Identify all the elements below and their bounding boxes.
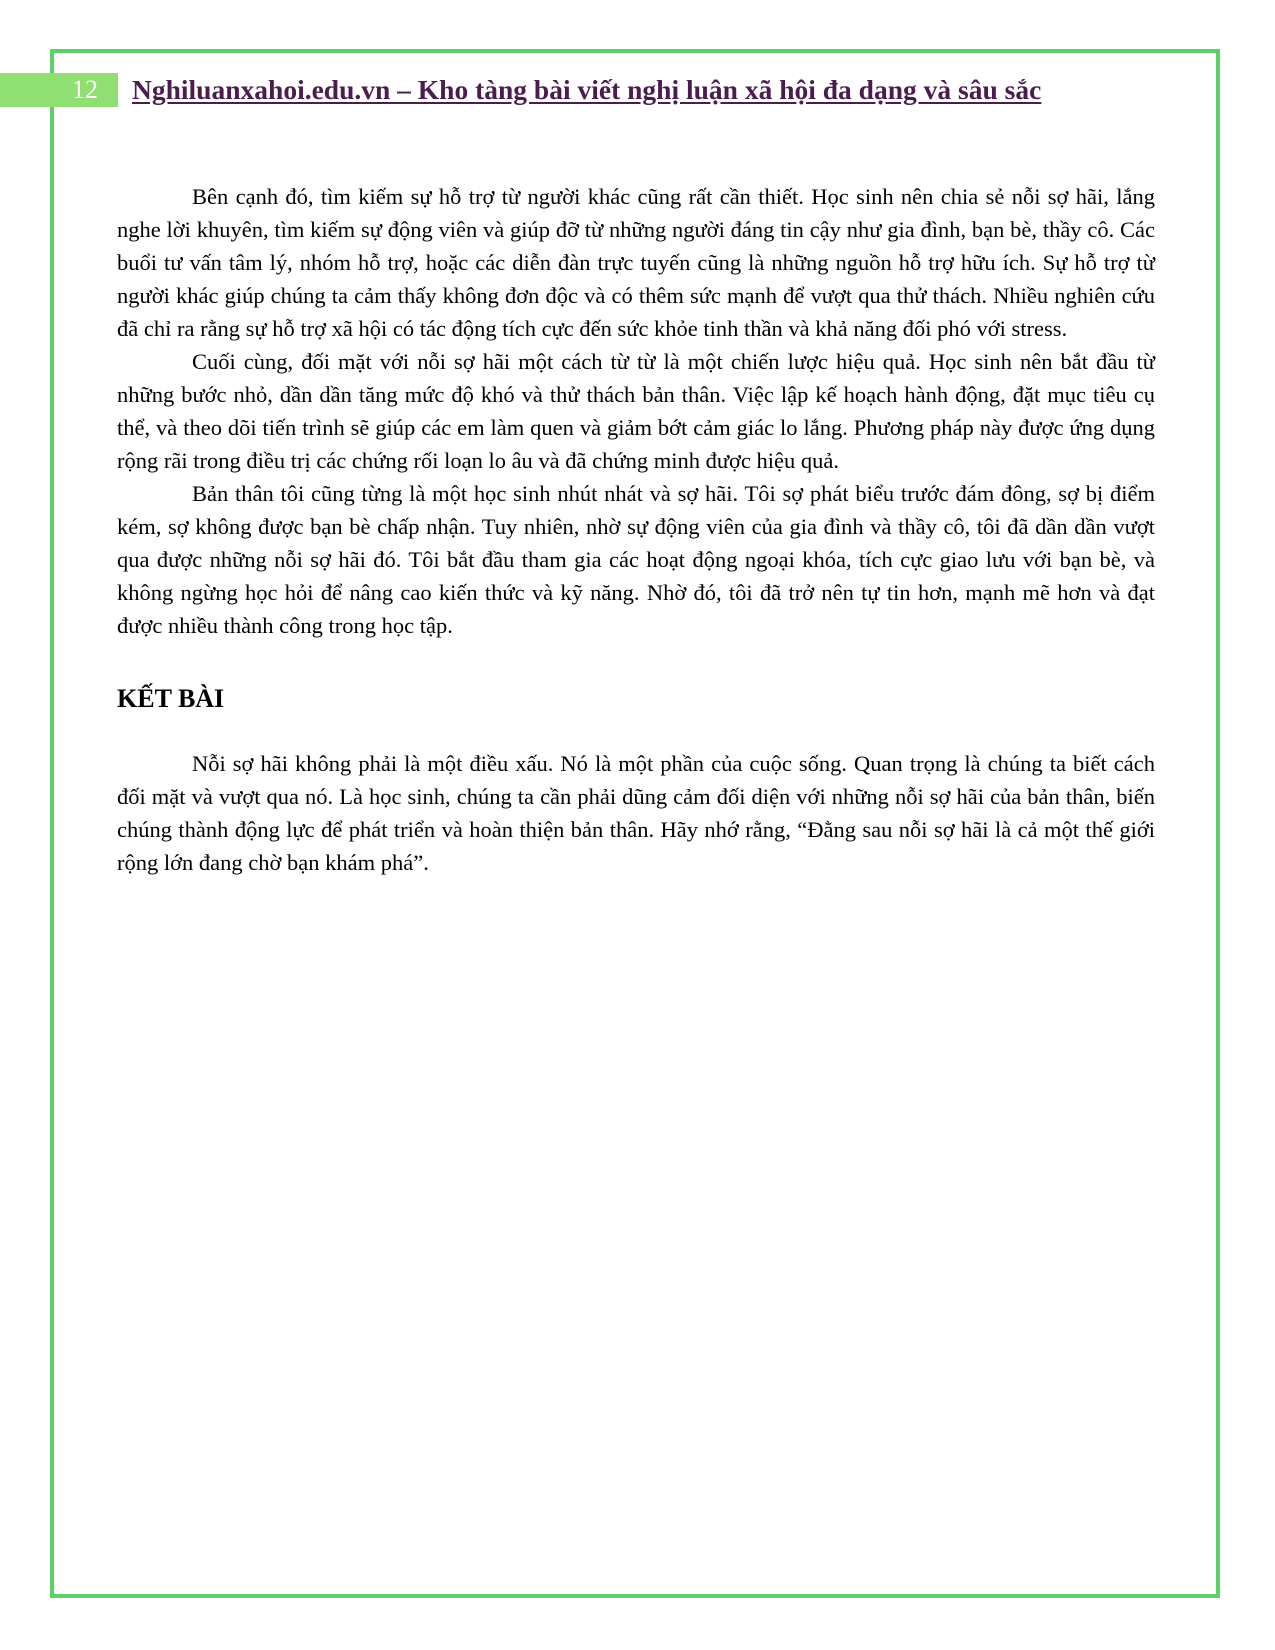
heading-spacer <box>117 716 1155 747</box>
conclusion-heading: KẾT BÀI <box>117 684 225 713</box>
header-title: Nghiluanxahoi.edu.vn – Kho tàng bài viết nghị luận xã hội đa dạng và sâu sắc <box>132 74 1042 105</box>
page-number-tab <box>0 73 118 107</box>
page-number: 12 <box>72 75 98 104</box>
document-body <box>117 180 1155 879</box>
body-paragraph-3: Bản thân tôi cũng từng là một học sinh nhút nhát và sợ hãi. Tôi sợ phát biểu trước đám đông, sợ bị điểm kém, sợ không được bạn bè chấp nhận. Tuy nhiên, nhờ sự động viên của gia đình và thầy cô, tôi đã dần dần vượt qua được những nỗi sợ hãi đó. Tôi bắt đầu tham gia các hoạt động ngoại khóa, tích cực giao lưu với bạn bè, và không ngừng học hỏi để nâng cao kiến thức và kỹ năng. Nhờ đó, tôi đã trở nên tự tin hơn, mạnh mẽ hơn và đạt được nhiều thành công trong học tập. <box>117 481 1155 638</box>
conclusion-paragraph: Nỗi sợ hãi không phải là một điều xấu. Nó là một phần của cuộc sống. Quan trọng là chúng ta biết cách đối mặt và vượt qua nó. Là học sinh, chúng ta cần phải dũng cảm đối diện với những nỗi sợ hãi của bản thân, biến chúng thành động lực để phát triển và hoàn thiện bản thân. Hãy nhớ rằng, “Đằng sau nỗi sợ hãi là cả một thế giới rộng lớn đang chờ bạn khám phá”. <box>117 751 1155 875</box>
body-paragraph-1: Bên cạnh đó, tìm kiếm sự hỗ trợ từ người khác cũng rất cần thiết. Học sinh nên chia sẻ nỗi sợ hãi, lắng nghe lời khuyên, tìm kiếm sự động viên và giúp đỡ từ những người đáng tin cậy như gia đình, bạn bè, thầy cô. Các buổi tư vấn tâm lý, nhóm hỗ trợ, hoặc các diễn đàn trực tuyến cũng là những nguồn hỗ trợ hữu ích. Sự hỗ trợ từ người khác giúp chúng ta cảm thấy không đơn độc và có thêm sức mạnh để vượt qua thử thách. Nhiều nghiên cứu đã chỉ ra rằng sự hỗ trợ xã hội có tác động tích cực đến sức khỏe tinh thần và khả năng đối phó với stress. <box>117 184 1155 341</box>
body-paragraph-2: Cuối cùng, đối mặt với nỗi sợ hãi một cách từ từ là một chiến lược hiệu quả. Học sinh nên bắt đầu từ những bước nhỏ, dần dần tăng mức độ khó và thử thách bản thân. Việc lập kế hoạch hành động, đặt mục tiêu cụ thể, và theo dõi tiến trình sẽ giúp các em làm quen và giảm bớt cảm giác lo lắng. Phương pháp này được ứng dụng rộng rãi trong điều trị các chứng rối loạn lo âu và đã chứng minh được hiệu quả. <box>117 349 1155 473</box>
